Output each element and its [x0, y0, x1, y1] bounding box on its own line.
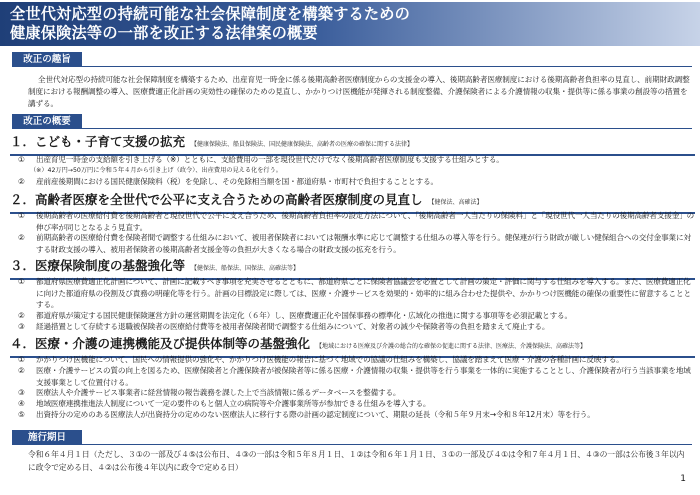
purpose-label: 改正の趣旨	[12, 52, 82, 67]
item-number: ④	[18, 399, 25, 408]
item-number: ①	[18, 355, 25, 364]
effective-date-label: 施行期日	[12, 430, 82, 445]
item-number: ③	[18, 322, 25, 331]
item-number: ①	[18, 277, 25, 286]
effective-date-divider	[82, 430, 692, 445]
item-number: ③	[18, 388, 25, 397]
item-number: ②	[18, 233, 25, 242]
heading-1-laws: 【健康保険法、船員保険法、国民健康保険法、高齢者の医療の確保に関する法律】	[191, 141, 414, 148]
item-4-3	[18, 387, 698, 399]
item-2-1	[18, 210, 698, 233]
item-text: 前期高齢者の医療給付費を保険者間で調整する仕組みにおいて、被用者保険者においては報酬水準に応じて調整する仕組みの導入等を行う。健保連が行う財政が厳しい健保組合への交付金事業に対する財政支援の導入、被用者保険者の後期高齢者支援金等の負担が大きくなる場合の財政支援の拡充を行う。	[36, 233, 691, 254]
purpose-divider	[82, 52, 692, 67]
item-text: 出産育児一時金の支給額を引き上げる（※）とともに、支給費用の一部を現役世代だけでなく後期高齢者医療制度も支援する仕組みとする。	[36, 155, 504, 164]
overview-divider	[82, 114, 692, 129]
item-text: 経過措置として存続する退職被保険者の医療給付費等を被用者保険者間で調整する仕組みについて、対象者の減少や保険者等の負担を踏まえて廃止する。	[36, 322, 550, 331]
item-4-4	[18, 398, 698, 410]
purpose-text: 全世代対応型の持続可能な社会保障制度を構築するため、出産育児一時金に係る後期高齢者医療制度からの支援金の導入、後期高齢者医療制度における後期高齢者負担率の見直し、前期財政調整制度における報酬調整の導入、医療費適正化計画の実効性の確保のための見直し、かかりつけ医機能が発揮される制度整備、介護保険者による介護情報の収集・提供等に係る事業の創設等の措置を講ずる。	[28, 75, 690, 108]
effective-date-text: 令和６年４月１日（ただし、３①の一部及び４⑤は公布日、４③の一部は令和５年８月１日、１②は令和６年１月１日、３①の一部及び４①は令和７年４月１日、４③の一部は公布後３年以内に政令で定める日、４②は公布後４年以内に政令で定める日）	[28, 450, 685, 472]
item-4-2	[18, 365, 698, 388]
page-number: 1	[680, 474, 686, 484]
item-text: 都道府県が策定する国民健康保険運営方針の運営期間を法定化（６年）し、医療費適正化や国保事務の標準化・広域化の推進に関する事項等を必須記載とする。	[36, 311, 572, 320]
title-banner	[0, 2, 700, 46]
item-1-2	[18, 176, 698, 188]
item-text: 産前産後期間における国民健康保険料（税）を免除し、その免除相当額を国・都道府県・市町村で負担することとする。	[36, 177, 438, 186]
heading-2-title: ２．高齢者医療を全世代で公平に支え合うための高齢者医療制度の見直し	[10, 192, 423, 207]
item-text: 出資持分の定めのある医療法人が出資持分の定めのない医療法人に移行する際の計画の認定制度について、期限の延長（令和５年９月末→令和８年12月末）等を行う。	[36, 410, 595, 419]
overview-label: 改正の概要	[12, 114, 82, 129]
item-text: 医療法人や介護サービス事業者に経営情報の報告義務を課した上で当該情報に係るデータベースを整備する。	[36, 388, 401, 397]
heading-3-laws: 【健保法、船保法、国保法、高確法等】	[191, 265, 300, 272]
item-text: 都道府県医療費適正化計画について、計画に記載すべき事項を充実させるとともに、都道府県ごとに保険者協議会を必置として計画の策定・評価に関与する仕組みを導入する。また、医療費適正化に向けた都道府県の役割及び責務の明確化等を行う。計画の目標設定に際しては、医療・介護サービスを効果的・効率的に組み合わせた提供や、かかりつけ医機能の確保の重要性に留意することとする。	[36, 277, 691, 309]
item-4-5	[18, 409, 698, 421]
title-line-1: 全世代対応型の持続可能な社会保障制度を構築するための	[10, 5, 411, 23]
item-text: かかりつけ医機能について、国民への情報提供の強化や、かかりつけ医機能の報告に基づく地域での協議の仕組みを構築し、協議を踏まえて医療・介護の各種計画に反映する。	[36, 355, 624, 364]
heading-1	[10, 134, 695, 156]
item-text: 医療・介護サービスの質の向上を図るため、医療保険者と介護保険者が被保険者等に係る医療・介護情報の収集・提供等を行う事業を一体的に実施することとし、介護保険者が行う当該事業を地域支援事業として位置付ける。	[36, 366, 691, 387]
title-line-2: 健康保険法等の一部を改正する法律案の概要	[10, 24, 318, 42]
item-4-1	[18, 354, 698, 366]
heading-3-title: ３．医療保険制度の基盤強化等	[10, 258, 186, 273]
heading-2-laws: 【健保法、高確法】	[428, 199, 483, 206]
item-2-2	[18, 232, 698, 255]
item-3-2	[18, 310, 698, 322]
item-number: ②	[18, 366, 25, 375]
heading-1-title: １．こども・子育て支援の拡充	[10, 134, 186, 149]
item-number: ①	[18, 155, 25, 164]
item-number: ①	[18, 211, 25, 220]
item-1-1	[18, 154, 698, 166]
item-number: ②	[18, 177, 25, 186]
item-text: 地域医療連携推進法人制度について一定の要件のもと個人立の病院等や介護事業所等が参加できる仕組みを導入する。	[36, 399, 431, 408]
item-3-3	[18, 321, 698, 333]
heading-4-laws: 【地域における医療及び介護の総合的な確保の促進に関する法律、医療法、介護保険法、高確法等】	[316, 343, 587, 350]
item-number: ⑤	[18, 410, 25, 419]
item-text: 後期高齢者の医療給付費を後期高齢者と現役世代で公平に支え合うため、後期高齢者負担率の設定方法について、「後期高齢者一人当たりの保険料」と「現役世代一人当たりの後期高齢者支援金」の伸び率が同じとなるよう見直す。	[36, 211, 695, 232]
item-number: ②	[18, 311, 25, 320]
heading-4-title: ４．医療・介護の連携機能及び提供体制等の基盤強化	[10, 336, 311, 351]
footnote: （※）42万円→50万円に令和５年４月から引き上げ（政令）、出産費用の見える化を行う。	[30, 167, 282, 174]
item-3-1	[18, 276, 698, 311]
